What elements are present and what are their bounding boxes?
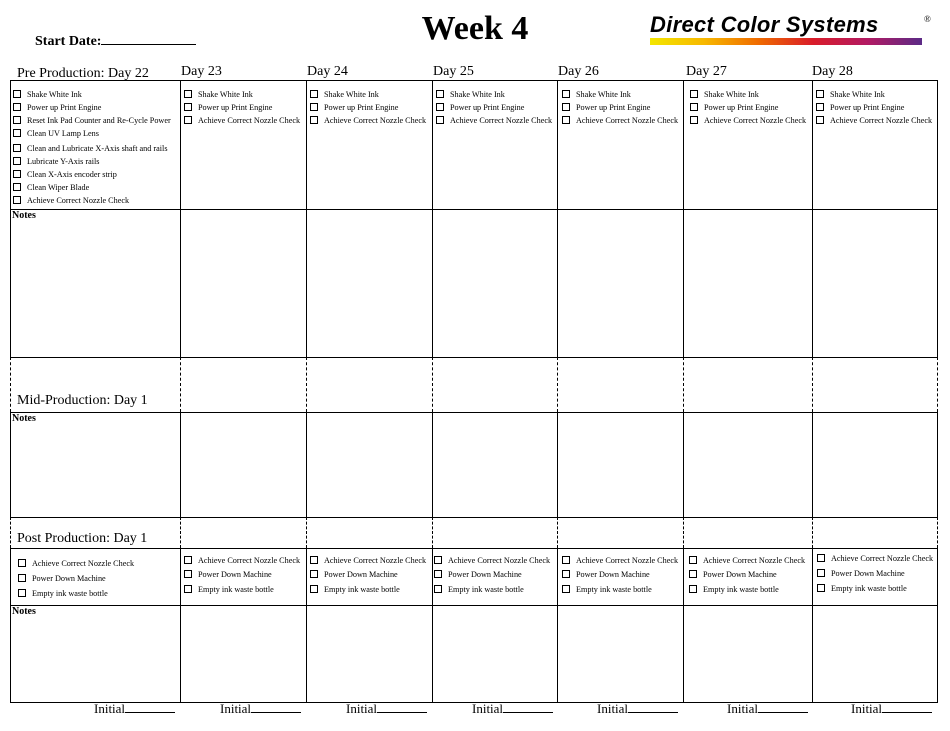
checklist-label: Power up Print Engine	[198, 103, 273, 112]
checkbox[interactable]	[184, 556, 192, 564]
grid-line	[10, 357, 11, 412]
checklist-item[interactable]	[690, 90, 759, 100]
checkbox[interactable]	[184, 570, 192, 578]
checklist-label: Clean Wiper Blade	[27, 183, 90, 192]
checklist-label: Empty ink waste bottle	[576, 585, 652, 594]
grid-line	[432, 357, 433, 412]
checkbox[interactable]	[816, 90, 824, 98]
checkbox[interactable]	[310, 570, 318, 578]
initial-field[interactable]	[727, 701, 808, 717]
checklist-label: Achieve Correct Nozzle Check	[198, 116, 301, 125]
checkbox[interactable]	[310, 556, 318, 564]
checklist-item[interactable]	[310, 570, 398, 580]
grid-line	[812, 517, 813, 548]
initial-line[interactable]	[125, 702, 175, 713]
checklist-label: Empty ink waste bottle	[703, 585, 779, 594]
initial-field[interactable]	[851, 701, 932, 717]
checklist-item[interactable]	[689, 585, 779, 595]
checklist-item[interactable]	[310, 116, 426, 126]
grid-line	[557, 357, 558, 412]
checkbox[interactable]	[689, 556, 697, 564]
notes-area-pre[interactable]	[11, 224, 179, 356]
checklist-item[interactable]	[310, 103, 398, 113]
checklist-item[interactable]	[13, 170, 117, 180]
checkbox[interactable]	[690, 116, 698, 124]
initial-line[interactable]	[503, 702, 553, 713]
initial-field[interactable]	[346, 701, 427, 717]
checklist-item[interactable]	[13, 129, 99, 139]
checklist-item[interactable]	[562, 116, 678, 126]
checklist-item[interactable]	[184, 103, 272, 113]
checkbox[interactable]	[13, 116, 21, 124]
initial-label: Initial	[597, 701, 629, 716]
checklist-label: Achieve Correct Nozzle Check	[198, 556, 301, 565]
grid-line	[10, 548, 938, 549]
logo-registered-mark: ®	[924, 14, 931, 24]
grid-line	[683, 548, 684, 702]
checkbox[interactable]	[13, 90, 21, 98]
notes-area-mid[interactable]	[11, 427, 179, 516]
checklist-item[interactable]	[817, 569, 905, 579]
checkbox[interactable]	[562, 103, 570, 111]
day-header-22: Pre Production: Day 22	[17, 66, 149, 81]
checkbox[interactable]	[434, 585, 442, 593]
grid-line	[557, 80, 558, 357]
checkbox[interactable]	[13, 129, 21, 137]
logo-color-bar	[650, 38, 922, 45]
checklist-item[interactable]	[13, 103, 101, 113]
grid-line	[683, 357, 684, 412]
checkbox[interactable]	[184, 116, 192, 124]
checklist-label: Power up Print Engine	[27, 103, 102, 112]
initial-label: Initial	[851, 701, 883, 716]
grid-line	[557, 517, 558, 548]
checklist-item[interactable]	[562, 556, 678, 566]
checklist-item[interactable]	[18, 574, 106, 584]
start-date-line[interactable]	[101, 32, 196, 45]
checklist-label: Shake White Ink	[324, 90, 379, 99]
checklist-label: Power up Print Engine	[576, 103, 651, 112]
checklist-label: Power Down Machine	[703, 570, 777, 579]
grid-line	[937, 412, 938, 517]
checklist-item[interactable]	[817, 554, 933, 564]
checklist-label: Achieve Correct Nozzle Check	[32, 559, 135, 568]
checklist-item[interactable]	[13, 183, 89, 193]
checklist-item[interactable]	[434, 570, 522, 580]
initial-label: Initial	[220, 701, 252, 716]
grid-line	[683, 517, 684, 548]
grid-line	[10, 412, 938, 413]
checklist-item[interactable]	[13, 157, 99, 167]
checkbox[interactable]	[310, 90, 318, 98]
checklist-label: Power Down Machine	[198, 570, 272, 579]
grid-line	[306, 517, 307, 548]
checklist-item[interactable]	[816, 90, 885, 100]
checklist-item[interactable]	[184, 90, 253, 100]
checklist-label: Achieve Correct Nozzle Check	[450, 116, 553, 125]
checklist-item[interactable]	[816, 116, 932, 126]
day-header-25: Day 25	[433, 64, 474, 79]
checklist-item[interactable]	[562, 570, 650, 580]
grid-line	[306, 412, 307, 517]
checkbox[interactable]	[689, 585, 697, 593]
checklist-item[interactable]	[434, 585, 524, 595]
checklist-item[interactable]	[689, 556, 805, 566]
checklist-label: Power Down Machine	[324, 570, 398, 579]
grid-line	[306, 548, 307, 702]
checklist-label: Achieve Correct Nozzle Check	[704, 116, 807, 125]
grid-line	[10, 209, 938, 210]
grid-line	[180, 412, 181, 517]
day-header-26: Day 26	[558, 64, 599, 79]
checklist-item[interactable]	[436, 90, 505, 100]
grid-line	[937, 357, 938, 412]
checklist-label: Clean UV Lamp Lens	[27, 129, 99, 138]
grid-line	[10, 517, 11, 548]
initial-label: Initial	[346, 701, 378, 716]
checkbox[interactable]	[434, 556, 442, 564]
checklist-label: Power up Print Engine	[450, 103, 525, 112]
grid-line	[937, 517, 938, 548]
checkbox[interactable]	[816, 116, 824, 124]
checklist-label: Power up Print Engine	[704, 103, 779, 112]
checklist-label: Achieve Correct Nozzle Check	[830, 116, 933, 125]
checkbox[interactable]	[817, 554, 825, 562]
checklist-label: Power Down Machine	[32, 574, 106, 583]
checkbox[interactable]	[310, 103, 318, 111]
grid-line	[180, 80, 181, 357]
checkbox[interactable]	[562, 585, 570, 593]
start-date-field[interactable]	[35, 32, 196, 50]
grid-line	[10, 517, 938, 518]
checkbox[interactable]	[13, 196, 21, 204]
checklist-label: Shake White Ink	[198, 90, 253, 99]
checklist-item[interactable]	[562, 585, 652, 595]
checklist-label: Lubricate Y-Axis rails	[27, 157, 100, 166]
checkbox[interactable]	[184, 585, 192, 593]
grid-line	[812, 80, 813, 357]
checklist-item[interactable]	[690, 116, 806, 126]
checklist-label: Shake White Ink	[704, 90, 759, 99]
post-production-label: Post Production: Day 1	[17, 531, 148, 546]
checklist-label: Reset Ink Pad Counter and Re-Cycle Power	[27, 116, 171, 125]
checklist-item[interactable]	[184, 116, 300, 126]
checklist-item[interactable]	[310, 90, 379, 100]
checklist-label: Empty ink waste bottle	[198, 585, 274, 594]
checklist-item[interactable]	[18, 589, 108, 599]
checklist-label: Shake White Ink	[576, 90, 631, 99]
initial-field[interactable]	[94, 701, 175, 717]
grid-line	[432, 517, 433, 548]
initial-line[interactable]	[377, 702, 427, 713]
checkbox[interactable]	[434, 570, 442, 578]
initial-line[interactable]	[882, 702, 932, 713]
checklist-label: Power up Print Engine	[830, 103, 905, 112]
checklist-label: Power Down Machine	[448, 570, 522, 579]
grid-line	[180, 517, 181, 548]
grid-line	[306, 80, 307, 357]
day-header-24: Day 24	[307, 64, 348, 79]
checklist-item[interactable]	[13, 144, 168, 154]
checkbox[interactable]	[690, 103, 698, 111]
start-date-label: Start Date:	[35, 34, 102, 49]
checklist-item[interactable]	[13, 196, 129, 206]
initial-field[interactable]	[220, 701, 301, 717]
checkbox[interactable]	[562, 570, 570, 578]
logo-text: Direct Color Systems	[650, 12, 879, 37]
day-header-23: Day 23	[181, 64, 222, 79]
mid-production-label: Mid-Production: Day 1	[17, 393, 148, 408]
checkbox[interactable]	[817, 584, 825, 592]
checkbox[interactable]	[689, 570, 697, 578]
initial-label: Initial	[472, 701, 504, 716]
notes-label-post: Notes	[12, 606, 36, 617]
checklist-label: Achieve Correct Nozzle Check	[324, 116, 427, 125]
checklist-label: Shake White Ink	[830, 90, 885, 99]
day-header-28: Day 28	[812, 64, 853, 79]
grid-line	[306, 357, 307, 412]
grid-line	[180, 357, 181, 412]
logo	[648, 12, 938, 48]
checkbox[interactable]	[817, 569, 825, 577]
checklist-item[interactable]	[562, 90, 631, 100]
checklist-item[interactable]	[434, 556, 550, 566]
checklist-item[interactable]	[13, 116, 171, 126]
checklist-label: Clean and Lubricate X-Axis shaft and rails	[27, 144, 168, 153]
checklist-label: Shake White Ink	[450, 90, 505, 99]
grid-line	[10, 357, 938, 358]
grid-line	[432, 412, 433, 517]
grid-line	[812, 357, 813, 412]
grid-line	[937, 548, 938, 702]
checkbox[interactable]	[436, 103, 444, 111]
grid-line	[432, 80, 433, 357]
grid-line	[432, 548, 433, 702]
checkbox[interactable]	[18, 574, 26, 582]
checklist-item[interactable]	[436, 116, 552, 126]
checklist-item[interactable]	[562, 103, 650, 113]
checklist-label: Empty ink waste bottle	[448, 585, 524, 594]
grid-line	[557, 548, 558, 702]
checklist-label: Achieve Correct Nozzle Check	[576, 556, 679, 565]
checkbox[interactable]	[18, 559, 26, 567]
checklist-label: Achieve Correct Nozzle Check	[576, 116, 679, 125]
checkbox[interactable]	[562, 90, 570, 98]
grid-line	[180, 548, 181, 702]
grid-line	[557, 412, 558, 517]
checklist-item[interactable]	[18, 559, 134, 569]
page-title: Week 4	[421, 10, 529, 47]
checkbox[interactable]	[436, 90, 444, 98]
checkbox[interactable]	[310, 585, 318, 593]
checklist-label: Achieve Correct Nozzle Check	[448, 556, 551, 565]
checklist-label: Power Down Machine	[831, 569, 905, 578]
checklist-label: Empty ink waste bottle	[831, 584, 907, 593]
day-header-27: Day 27	[686, 64, 727, 79]
checklist-label: Achieve Correct Nozzle Check	[27, 196, 130, 205]
checkbox[interactable]	[690, 90, 698, 98]
checklist-item[interactable]	[184, 585, 274, 595]
grid-line	[812, 412, 813, 517]
checklist-label: Achieve Correct Nozzle Check	[831, 554, 934, 563]
checklist-label: Power up Print Engine	[324, 103, 399, 112]
checklist-label: Empty ink waste bottle	[324, 585, 400, 594]
checkbox[interactable]	[184, 90, 192, 98]
checkbox[interactable]	[184, 103, 192, 111]
checklist-item[interactable]	[310, 556, 426, 566]
initial-label: Initial	[94, 701, 126, 716]
grid-line	[10, 605, 938, 606]
initial-field[interactable]	[597, 701, 678, 717]
initial-field[interactable]	[472, 701, 553, 717]
checklist-label: Achieve Correct Nozzle Check	[324, 556, 427, 565]
checkbox[interactable]	[13, 170, 21, 178]
checkbox[interactable]	[13, 103, 21, 111]
checklist-label: Clean X-Axis encoder strip	[27, 170, 117, 179]
checklist-item[interactable]	[184, 556, 300, 566]
checklist-item[interactable]	[816, 103, 904, 113]
checkbox[interactable]	[13, 157, 21, 165]
initial-line[interactable]	[628, 702, 678, 713]
checkbox[interactable]	[562, 116, 570, 124]
notes-label-pre: Notes	[12, 210, 36, 221]
checklist-item[interactable]	[689, 570, 777, 580]
initial-line[interactable]	[758, 702, 808, 713]
grid-line	[812, 548, 813, 702]
grid-line	[10, 80, 938, 81]
grid-line	[683, 412, 684, 517]
notes-label-mid: Notes	[12, 413, 36, 424]
initial-line[interactable]	[251, 702, 301, 713]
checklist-label: Power Down Machine	[576, 570, 650, 579]
checkbox[interactable]	[562, 556, 570, 564]
checklist-item[interactable]	[13, 90, 82, 100]
checklist-label: Empty ink waste bottle	[32, 589, 108, 598]
checkbox[interactable]	[13, 144, 21, 152]
grid-line	[683, 80, 684, 357]
checklist-label: Shake White Ink	[27, 90, 82, 99]
checkbox[interactable]	[816, 103, 824, 111]
checklist-item[interactable]	[817, 584, 907, 594]
checkbox[interactable]	[18, 589, 26, 597]
notes-area-post[interactable]	[11, 620, 179, 701]
checkbox[interactable]	[310, 116, 318, 124]
checklist-item[interactable]	[310, 585, 400, 595]
checkbox[interactable]	[436, 116, 444, 124]
checkbox[interactable]	[13, 183, 21, 191]
checklist-item[interactable]	[690, 103, 778, 113]
checklist-label: Achieve Correct Nozzle Check	[703, 556, 806, 565]
grid-line	[937, 80, 938, 357]
checklist-item[interactable]	[184, 570, 272, 580]
initial-label: Initial	[727, 701, 759, 716]
checklist-item[interactable]	[436, 103, 524, 113]
